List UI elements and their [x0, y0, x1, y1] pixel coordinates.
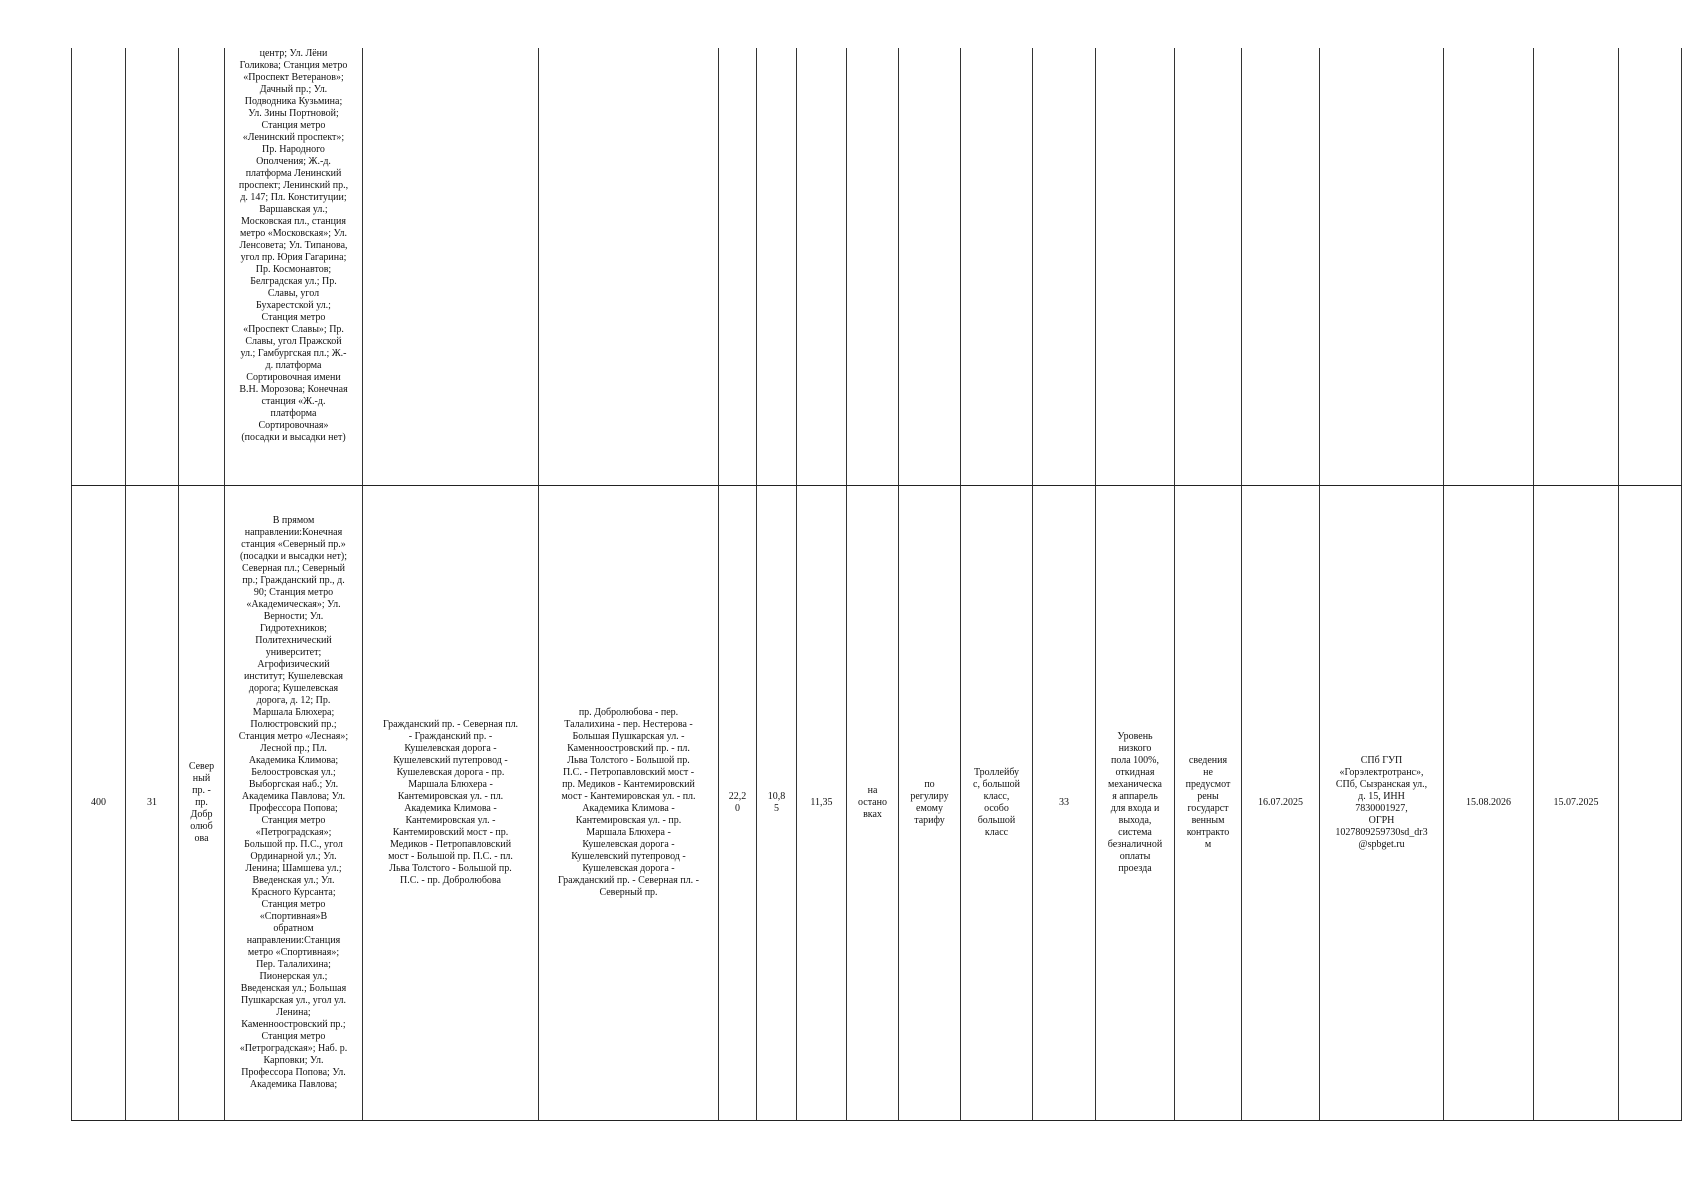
stop-order-cell: на остано вках — [847, 485, 899, 1120]
route-name-cell — [179, 48, 225, 485]
route-registry-table — [71, 48, 1682, 1121]
carrier-cell: СПб ГУП «Горэлектротранс», СПб, Сызранская ул., д. 15, ИНН 7830001927, ОГРН 1027809259730sd_dr3 @spbget.ru — [1320, 485, 1444, 1120]
table-row — [72, 485, 1682, 1120]
contract-info-cell: сведения не предусмот рены государст венным контракто м — [1175, 485, 1242, 1120]
vehicle-count-cell: 33 — [1033, 485, 1096, 1120]
stop-order-cell — [847, 48, 899, 485]
extra-cell — [1619, 48, 1682, 485]
vehicle-features-cell — [1096, 48, 1175, 485]
length-backward-cell — [757, 48, 797, 485]
streets-backward-cell — [539, 48, 719, 485]
vehicle-type-cell: Троллейбу с, большой класс, особо большой класс — [961, 485, 1033, 1120]
streets-forward-cell: Гражданский пр. - Северная пл. - Гражданский пр. - Кушелевская дорога - Кушелевский путепровод - Кушелевская дорога - пр. Маршала Блюхера - Кантемировская ул. - пл. Академика Климова - Кантемировская ул. - Кантемировский мост - пр. Медиков - Петропавловский мост - Большой пр. П.С. - пл. Льва Толстого - Большой пр. П.С. - пр. Добролюбова — [363, 485, 539, 1120]
length-forward-cell — [719, 48, 757, 485]
length-forward-cell: 22,2 0 — [719, 485, 757, 1120]
date-cell-2: 15.07.2025 — [1534, 485, 1619, 1120]
length-total-cell — [797, 48, 847, 485]
date-cell-2 — [1534, 48, 1619, 485]
stops-cell: В прямом направлении:Конечная станция «Северный пр.» (посадки и высадки нет); Северная пл.; Северный пр.; Гражданский пр., д. 90; Станция метро «Академическая»; Ул. Верности; Ул. Гидротехников; Политехнический университет; Агрофизический институт; Кушелевская дорога; Кушелевская дорога, д. 12; Пр. Маршала Блюхера; Полюстровский пр.; Станция метро «Лесная»; Лесной пр.; Пл. Академика Климова; Белоостровская ул.; Выборгская наб.; Ул. Академика Павлова; Ул. Профессора Попова; Станция метро «Петроградская»; Большой пр. П.С., угол Ординарной ул.; Ул. Ленина; Шамшева ул.; Введенская ул.; Ул. Красного Курсанта; Станция метро «Спортивная»В обратном направлении:Станция метро «Спортивная»; Пер. Талалихина; Пионерская ул.; Введенская ул.; Большая Пушкарская ул., угол ул. Ленина; Каменноостровский пр.; Станция метро «Петроградская»; Наб. р. Карповки; Ул. Профессора Попова; Ул. Академика Павлова; — [225, 485, 363, 1120]
carrier-cell — [1320, 48, 1444, 485]
date-cell-1: 15.08.2026 — [1444, 485, 1534, 1120]
length-backward-cell: 10,8 5 — [757, 485, 797, 1120]
vehicle-features-cell: Уровень низкого пола 100%, откидная механическа я аппарель для входа и выхода, система безналичной оплаты проезда — [1096, 485, 1175, 1120]
streets-backward-cell: пр. Добролюбова - пер. Талалихина - пер. Нестерова - Большая Пушкарская ул. - Каменноостровский пр. - пл. Льва Толстого - Большой пр. П.С. - Петропавловский мост - пр. Медиков - Кантемировский мост - Кантемировская ул. - пл. Академика Климова - Кантемировская ул. - пр. Маршала Блюхера - Кушелевская дорога - Кушелевский путепровод - Кушелевская дорога - Гражданский пр. - Северная пл. - Северный пр. — [539, 485, 719, 1120]
date-cell-1 — [1444, 48, 1534, 485]
route-name-cell: Север ный пр. - пр. Добр олюб ова — [179, 485, 225, 1120]
tariff-cell: по регулиру емому тарифу — [899, 485, 961, 1120]
length-total-cell: 11,35 — [797, 485, 847, 1120]
table-row — [72, 48, 1682, 485]
start-date-cell: 16.07.2025 — [1242, 485, 1320, 1120]
extra-cell — [1619, 485, 1682, 1120]
stops-cell: центр; Ул. Лёни Голикова; Станция метро «Проспект Ветеранов»; Дачный пр.; Ул. Подводника Кузьмина; Ул. Зины Портновой; Станция метро «Ленинский проспект»; Пр. Народного Ополчения; Ж.-д. платформа Ленинский проспект; Ленинский пр., д. 147; Пл. Конституции; Варшавская ул.; Московская пл., станция метро «Московская»; Ул. Ленсовета; Ул. Типанова, угол пр. Юрия Гагарина; Пр. Космонавтов; Белградская ул.; Пр. Славы, угол Бухарестской ул.; Станция метро «Проспект Славы»; Пр. Славы, угол Пражской ул.; Гамбургская пл.; Ж.- д. платформа Сортировочная имени В.Н. Морозова; Конечная станция «Ж.-д. платформа Сортировочная» (посадки и высадки нет) — [225, 48, 363, 485]
registration-number-cell: 400 — [72, 485, 126, 1120]
route-number-cell — [126, 48, 179, 485]
vehicle-count-cell — [1033, 48, 1096, 485]
start-date-cell — [1242, 48, 1320, 485]
route-number-cell: 31 — [126, 485, 179, 1120]
registration-number-cell — [72, 48, 126, 485]
vehicle-type-cell — [961, 48, 1033, 485]
streets-forward-cell — [363, 48, 539, 485]
tariff-cell — [899, 48, 961, 485]
contract-info-cell — [1175, 48, 1242, 485]
